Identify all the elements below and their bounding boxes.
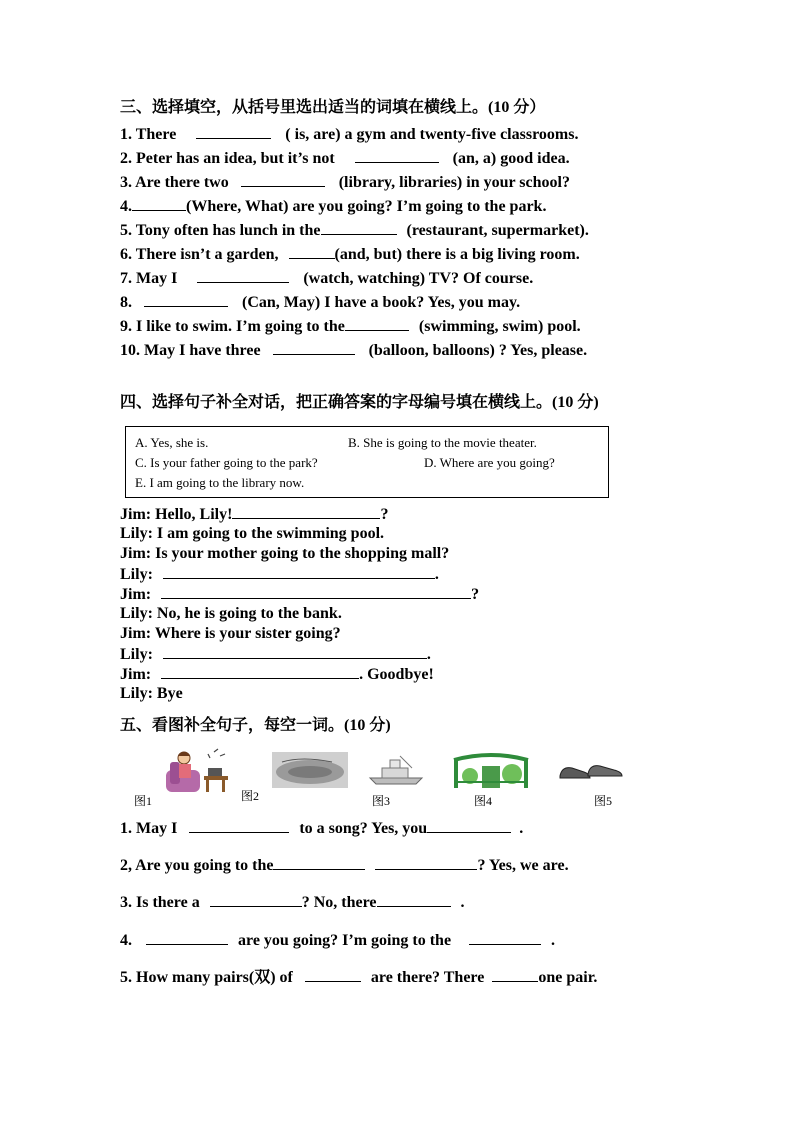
question-text: 9. I like to swim. I’m going to the bbox=[120, 318, 345, 335]
question-text: . bbox=[460, 894, 465, 911]
question-text: are you going? I’m going to the bbox=[238, 932, 452, 949]
answer-blank[interactable] bbox=[492, 967, 538, 982]
question-text: . bbox=[551, 932, 556, 949]
caption-5: 图5 bbox=[594, 794, 613, 808]
dialogue-text: Lily: No, he is going to the bank. bbox=[120, 605, 342, 622]
question-text: 2. Peter has an idea, but it’s not bbox=[120, 150, 335, 167]
option-d: D. Where are you going? bbox=[424, 455, 555, 470]
dialogue-text: . bbox=[426, 646, 431, 663]
picture-4-park-icon bbox=[448, 752, 534, 790]
question-text: 4. bbox=[120, 198, 132, 215]
question-line bbox=[120, 124, 578, 145]
question-text: (restaurant, supermarket). bbox=[406, 222, 589, 239]
question-text: (watch, watching) TV? Of course. bbox=[303, 270, 534, 287]
picture-2-lake-icon bbox=[272, 752, 348, 788]
answer-blank[interactable] bbox=[241, 172, 325, 187]
question-line bbox=[120, 244, 580, 265]
dialogue-text: ? bbox=[471, 586, 480, 603]
answer-blank[interactable] bbox=[232, 504, 380, 519]
question-line bbox=[120, 196, 546, 217]
question-text: (library, libraries) in your school? bbox=[338, 174, 570, 191]
option-c: C. Is your father going to the park? bbox=[135, 455, 318, 470]
question-text: 5. How many pairs(双) of bbox=[120, 969, 293, 986]
dialogue-line bbox=[120, 684, 183, 704]
answer-blank[interactable] bbox=[273, 855, 365, 870]
question-text: (Where, What) are you going? I’m going to the park. bbox=[186, 198, 547, 215]
question-line bbox=[120, 340, 587, 361]
dialogue-text: . Goodbye! bbox=[359, 666, 434, 683]
question-text: ? Yes, we are. bbox=[477, 857, 569, 874]
picture-question-line bbox=[120, 892, 465, 913]
dialogue-text: Jim: Is your mother going to the shopping mall? bbox=[120, 545, 450, 562]
answer-blank[interactable] bbox=[210, 892, 302, 907]
picture-question-line bbox=[120, 967, 597, 988]
dialogue-line bbox=[120, 624, 341, 644]
dialogue-line bbox=[120, 604, 342, 624]
dialogue-line bbox=[120, 664, 434, 685]
answer-blank[interactable] bbox=[146, 930, 228, 945]
question-text: 10. May I have three bbox=[120, 342, 261, 359]
picture-question-line bbox=[120, 855, 569, 876]
picture-question-line bbox=[120, 930, 555, 951]
question-text: (balloon, balloons) ? Yes, please. bbox=[368, 342, 588, 359]
question-text: 6. There isn’t a garden, bbox=[120, 246, 279, 263]
answer-blank[interactable] bbox=[377, 892, 451, 907]
question-text: to a song? Yes, you bbox=[299, 820, 428, 837]
answer-blank[interactable] bbox=[144, 292, 228, 307]
question-text: (Can, May) I have a book? Yes, you may. bbox=[242, 294, 521, 311]
picture-1-singing-icon bbox=[160, 748, 234, 796]
question-text: 1. May I bbox=[120, 820, 178, 837]
dialogue-text: Lily: bbox=[120, 646, 153, 663]
dialogue-line bbox=[120, 564, 439, 585]
question-text: ? No, there bbox=[301, 894, 377, 911]
section-5-heading: 五、看图补全句子，每空一词。(10 分) bbox=[120, 717, 391, 734]
dialogue-line bbox=[120, 504, 388, 525]
dialogue-text: . bbox=[434, 566, 439, 583]
question-text: one pair. bbox=[538, 969, 598, 986]
dialogue-line bbox=[120, 544, 449, 564]
answer-blank[interactable] bbox=[163, 644, 427, 659]
question-line bbox=[120, 316, 581, 337]
question-text: are there? There bbox=[370, 969, 485, 986]
picture-3-ship-icon bbox=[366, 752, 428, 788]
question-text: 4. bbox=[120, 932, 132, 949]
question-line bbox=[120, 148, 570, 169]
question-text: 5. Tony often has lunch in the bbox=[120, 222, 321, 239]
caption-1: 图1 bbox=[134, 794, 153, 808]
dialogue-text: Jim: Hello, Lily! bbox=[120, 506, 233, 523]
answer-blank[interactable] bbox=[197, 268, 289, 283]
question-line bbox=[120, 172, 570, 193]
picture-question-line bbox=[120, 818, 523, 839]
dialogue-line bbox=[120, 644, 431, 665]
question-text: 7. May I bbox=[120, 270, 178, 287]
question-text: 3. Is there a bbox=[120, 894, 200, 911]
answer-blank[interactable] bbox=[305, 967, 361, 982]
answer-options-box bbox=[125, 426, 609, 498]
section-4-heading: 四、选择句子补全对话，把正确答案的字母编号填在横线上。(10 分) bbox=[120, 394, 599, 411]
dialogue-text: ? bbox=[380, 506, 389, 523]
question-text: ( is, are) a gym and twenty-five classrooms. bbox=[285, 126, 579, 143]
answer-blank[interactable] bbox=[427, 818, 511, 833]
dialogue-text: Lily: I am going to the swimming pool. bbox=[120, 525, 385, 542]
picture-5-shoes-icon bbox=[558, 758, 624, 784]
caption-4: 图4 bbox=[474, 794, 493, 808]
caption-3: 图3 bbox=[372, 794, 391, 808]
caption-2: 图2 bbox=[241, 789, 260, 803]
question-line bbox=[120, 268, 533, 289]
dialogue-text: Jim: Where is your sister going? bbox=[120, 625, 341, 642]
question-text: (and, but) there is a big living room. bbox=[334, 246, 580, 263]
answer-blank[interactable] bbox=[161, 584, 471, 599]
dialogue-text: Jim: bbox=[120, 586, 152, 603]
option-a: A. Yes, she is. bbox=[135, 435, 209, 450]
answer-blank[interactable] bbox=[375, 855, 477, 870]
question-text: 8. bbox=[120, 294, 132, 311]
question-text: (swimming, swim) pool. bbox=[418, 318, 581, 335]
dialogue-text: Lily: Bye bbox=[120, 685, 183, 702]
answer-blank[interactable] bbox=[161, 664, 359, 679]
answer-blank[interactable] bbox=[469, 930, 541, 945]
dialogue-line bbox=[120, 584, 479, 605]
answer-blank[interactable] bbox=[196, 124, 271, 139]
question-text: (an, a) good idea. bbox=[452, 150, 570, 167]
question-line bbox=[120, 292, 520, 313]
question-text: . bbox=[519, 820, 524, 837]
dialogue-text: Lily: bbox=[120, 566, 153, 583]
option-b: B. She is going to the movie theater. bbox=[348, 435, 537, 450]
section-3-heading: 三、选择填空，从括号里选出适当的词填在横线上。(10 分） bbox=[120, 99, 546, 116]
option-e: E. I am going to the library now. bbox=[135, 475, 305, 490]
question-text: 3. Are there two bbox=[120, 174, 229, 191]
answer-blank[interactable] bbox=[132, 196, 186, 211]
dialogue-line bbox=[120, 524, 384, 544]
dialogue-text: Jim: bbox=[120, 666, 152, 683]
answer-blank[interactable] bbox=[321, 220, 397, 235]
answer-blank[interactable] bbox=[355, 148, 439, 163]
answer-blank[interactable] bbox=[273, 340, 355, 355]
answer-blank[interactable] bbox=[189, 818, 289, 833]
answer-blank[interactable] bbox=[345, 316, 409, 331]
question-line bbox=[120, 220, 589, 241]
answer-blank[interactable] bbox=[289, 244, 335, 259]
question-text: 2, Are you going to the bbox=[120, 857, 274, 874]
answer-blank[interactable] bbox=[163, 564, 435, 579]
question-text: 1. There bbox=[120, 126, 177, 143]
